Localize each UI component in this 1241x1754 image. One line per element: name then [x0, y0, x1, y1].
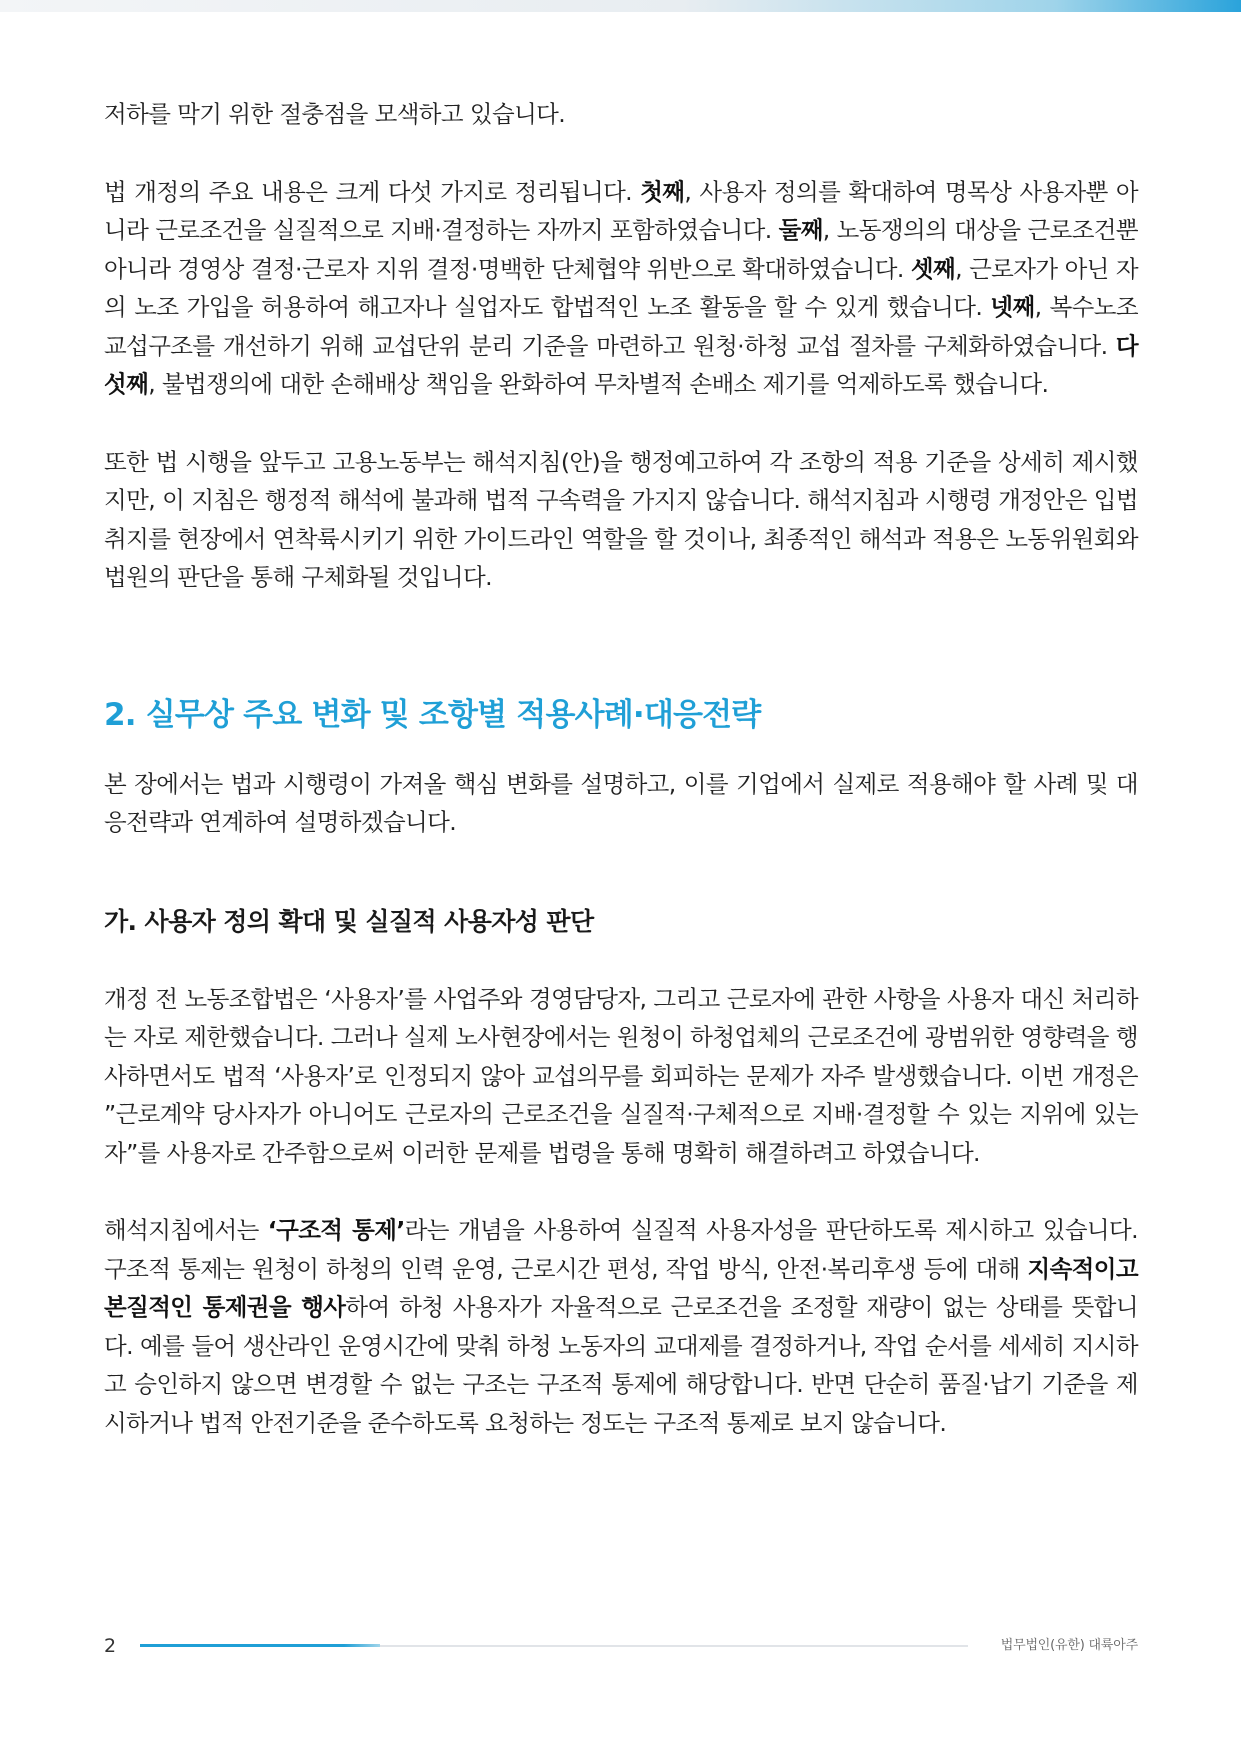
- section-title: 2. 실무상 주요 변화 및 조항별 적용사례·대응전략: [104, 696, 761, 733]
- paragraph-guideline: 또한 법 시행을 앞두고 고용노동부는 해석지침(안)을 행정예고하여 각 조항의 적용 기준을 상세히 제시했지만, 이 지침은 행정적 해석에 불과해 법적 구속력을 가지지 않습니다. 해석지침과 시행령 개정안은 입법 취지를 현장에서 연착륙시키기 위한 가이드라인 역할을 할 것이나, 최종적인 해석과 적용은 노동위원회와 법원의 판단을 통해 구체화될 것입니다.: [104, 447, 1138, 591]
- text-run: , 복수노조 교섭구조를 개선하기 위해 교섭단위 분리 기준을 마련하고 원청·하청 교섭 절차를 구체화하였습니다.: [104, 293, 1138, 360]
- emphasis-fifth: 다섯째: [104, 331, 1138, 398]
- page-number: 2: [104, 1635, 117, 1657]
- paragraph-structural-control: [104, 1211, 1138, 1442]
- emphasis-first: 첫째: [640, 177, 685, 206]
- section-intro-paragraph: 본 장에서는 법과 시행령이 가져올 핵심 변화를 설명하고, 이를 기업에서 실제로 적용해야 할 사례 및 대응전략과 연계하여 설명하겠습니다.: [104, 769, 1138, 836]
- firm-name: 법무법인(유한) 대륙아주: [1000, 1638, 1138, 1653]
- top-accent-bar: [0, 0, 1241, 12]
- text-run: , 불법쟁의에 대한 손해배상 책임을 완화하여 무차별적 손배소 제기를 억제하도록 했습니다.: [148, 370, 1049, 398]
- emphasis-third: 셋째: [910, 254, 956, 283]
- emphasis-structural-control: ‘구조적 통제’: [267, 1216, 405, 1244]
- emphasis-second: 둘째: [778, 216, 823, 244]
- page-footer: [104, 1633, 1138, 1659]
- text-run: 해석지침에서는: [104, 1216, 268, 1244]
- text-run: 하여 하청 사용자가 자율적으로 근로조건을 조정할 재량이 없는 상태를 뜻합니다. 예를 들어 생산라인 운영시간에 맞춰 하청 노동자의 교대제를 결정하거나, 작업 순서를 세세히 지시하고 승인하지 않으면 변경할 수 없는 구조는 구조적 통제에 해당합니다. 반면 단순히 품질·납기 기준을 제시하거나 법적 안전기준을 준수하도록 요청하는 정도는 구조적 통제로 보지 않습니다.: [104, 1293, 1138, 1437]
- subsection-title: 가. 사용자 정의 확대 및 실질적 사용자성 판단: [104, 906, 594, 936]
- emphasis-control-right: 지속적이고 본질적인 통제권을 행사: [104, 1254, 1138, 1321]
- text-run: 법 개정의 주요 내용은 크게 다섯 가지로 정리됩니다.: [104, 177, 641, 206]
- paragraph-employer-definition: 개정 전 노동조합법은 ‘사용자’를 사업주와 경영담당자, 그리고 근로자에 관한 사항을 사용자 대신 처리하는 자로 제한했습니다. 그러나 실제 노사현장에서는 원청이 하청업체의 근로조건에 광범위한 영향력을 행사하면서도 법적 ‘사용자’로 인정되지 않아 교섭의무를 회피하는 문제가 자주 발생했습니다. 이번 개정은 ”근로계약 당사자가 아니어도 근로자의 근로조건을 실질적·구체적으로 지배·결정할 수 있는 지위에 있는 자”를 사용자로 간주함으로써 이러한 문제를 법령을 통해 명확히 해결하려고 하였습니다.: [104, 984, 1138, 1167]
- emphasis-fourth: 넷째: [990, 293, 1035, 321]
- paragraph-continuation: 저하를 막기 위한 절충점을 모색하고 있습니다.: [104, 100, 566, 128]
- footer-divider-accent: [140, 1644, 380, 1647]
- document-body: [104, 95, 1138, 1442]
- text-run: , 근로자가 아닌 자의 노조 가입을 허용하여 해고자나 실업자도 합법적인 노조 활동을 할 수 있게 했습니다.: [104, 254, 1139, 321]
- text-run: , 사용자 정의를 확대하여 명목상 사용자뿐 아니라 근로조건을 실질적으로 지배·결정하는 자까지 포함하였습니다.: [104, 177, 1138, 244]
- text-run: 라는 개념을 사용하여 실질적 사용자성을 판단하도록 제시하고 있습니다. 구조적 통제는 원청이 하청의 인력 운영, 근로시간 편성, 작업 방식, 안전·복리후생 등에 대해: [104, 1216, 1138, 1283]
- paragraph-amendment-summary: [104, 173, 1138, 404]
- text-run: , 노동쟁의의 대상을 근로조건뿐 아니라 경영상 결정·근로자 지위 결정·명백한 단체협약 위반으로 확대하였습니다.: [104, 216, 1138, 283]
